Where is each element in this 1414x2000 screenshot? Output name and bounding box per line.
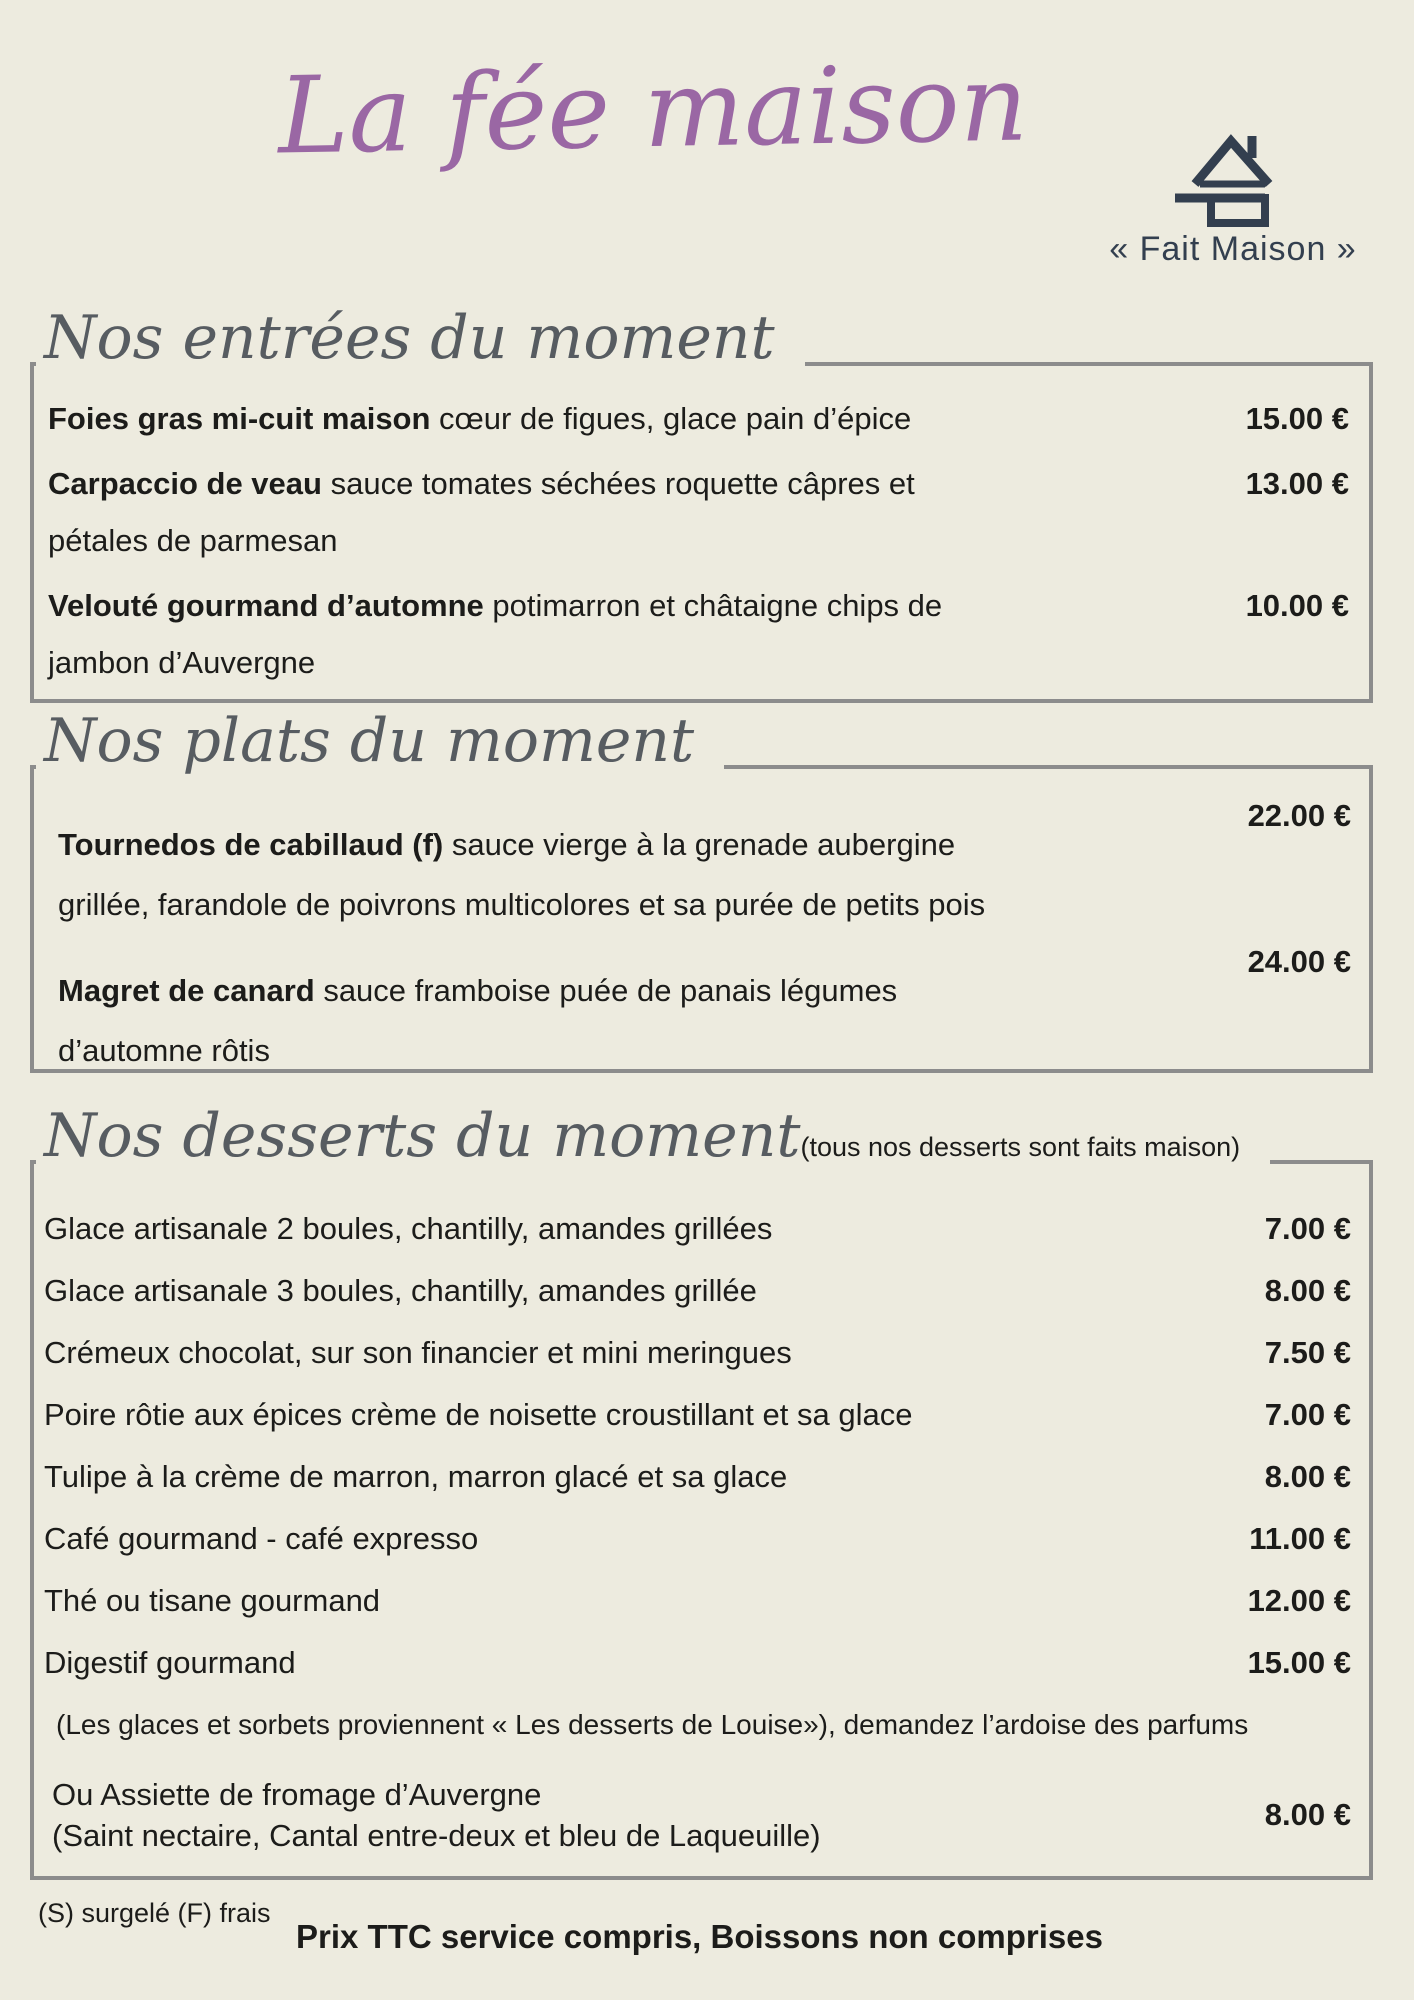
item-desc: Glace artisanale 2 boules, chantilly, amandes grillées (44, 1211, 773, 1246)
item-desc: sauce tomates séchées roquette câpres et (321, 466, 915, 501)
item-price: 7.00 € (1264, 1211, 1351, 1246)
item-name: Foies gras mi-cuit maison (48, 401, 431, 436)
item-name: Magret de canard (58, 973, 315, 1008)
item-desc: Digestif gourmand (44, 1645, 296, 1680)
item-price: 8.00 € (1264, 1459, 1351, 1494)
item-desc: Ou Assiette de fromage d’Auvergne (52, 1777, 542, 1812)
fait-maison-logo (1078, 128, 1388, 269)
footer-legend: (S) surgelé (F) frais (38, 1898, 271, 1928)
item-price: 15.00 € (1245, 401, 1349, 436)
menu-item (44, 1384, 1351, 1446)
item-desc: Tulipe à la crème de marron, marron glacé et sa glace (44, 1459, 788, 1494)
section-desserts-heading: Nos desserts du moment(tous nos desserts sont faits maison) (36, 1100, 1270, 1179)
item-name: Tournedos de cabillaud (f) (58, 827, 444, 862)
menu-item (44, 1570, 1351, 1632)
item-desc: Thé ou tisane gourmand (44, 1583, 381, 1618)
section-entrees (30, 303, 1373, 703)
desserts-footnote: (Les glaces et sorbets proviennent « Les desserts de Louise»), demandez l’ardoise des parfums (56, 1709, 1249, 1740)
item-price: 8.00 € (1264, 1273, 1351, 1308)
menu-item-cheese (44, 1774, 1351, 1856)
footer-notice: Prix TTC service compris, Boissons non comprises (296, 1918, 1103, 1955)
item-desc: cœur de figues, glace pain d’épice (430, 401, 912, 436)
item-desc: Café gourmand - café expresso (44, 1521, 479, 1556)
fait-maison-label: « Fait Maison » (1109, 230, 1357, 268)
menu-item (44, 1508, 1351, 1570)
section-plats-heading: Nos plats du moment (36, 705, 724, 784)
item-name: Velouté gourmand d’automne (48, 588, 484, 623)
item-price: 15.00 € (1247, 1645, 1351, 1680)
section-desserts (30, 1101, 1373, 1880)
menu-item (44, 1446, 1351, 1508)
menu-item (48, 455, 1349, 569)
item-name: Carpaccio de veau (48, 466, 322, 501)
item-desc: potimarron et châtaigne chips de (483, 588, 943, 623)
item-desc: sauce vierge à la grenade aubergine (443, 827, 956, 862)
item-desc-line2: grillée, farandole de poivrons multicolores et sa purée de petits pois (58, 887, 986, 922)
item-desc-line2: d’automne rôtis (58, 1033, 270, 1068)
item-desc-line2: pétales de parmesan (48, 523, 338, 558)
menu-item (48, 390, 1349, 447)
menu-item (44, 1198, 1351, 1260)
item-price: 12.00 € (1247, 1583, 1351, 1618)
item-price: 7.50 € (1264, 1335, 1351, 1370)
item-desc: Crémeux chocolat, sur son financier et mini meringues (44, 1335, 792, 1370)
menu-item (58, 798, 1351, 935)
item-desc-line2: jambon d’Auvergne (48, 645, 316, 680)
item-price: 24.00 € (1247, 944, 1351, 979)
menu-item (44, 1322, 1351, 1384)
restaurant-title: La fée maison (276, 41, 1029, 178)
menu-item (44, 1260, 1351, 1322)
menu-item (48, 577, 1349, 691)
section-plats (30, 706, 1373, 1073)
fait-maison-house-icon (1078, 128, 1388, 228)
item-price: 7.00 € (1264, 1397, 1351, 1432)
item-desc: Glace artisanale 3 boules, chantilly, amandes grillée (44, 1273, 757, 1308)
item-price: 11.00 € (1249, 1521, 1351, 1556)
item-price: 13.00 € (1245, 466, 1349, 501)
menu-item (44, 1632, 1351, 1694)
item-desc: sauce framboise puée de panais légumes (314, 973, 898, 1008)
item-desc-line2: (Saint nectaire, Cantal entre-deux et bleu de Laqueuille) (52, 1818, 821, 1853)
item-price: 22.00 € (1247, 798, 1351, 833)
menu-item (58, 944, 1351, 1081)
item-price: 10.00 € (1245, 588, 1349, 623)
desserts-heading-note: (tous nos desserts sont faits maison) (800, 1132, 1241, 1162)
item-price: 8.00 € (1264, 1797, 1351, 1832)
section-entrees-heading: Nos entrées du moment (36, 302, 805, 381)
item-desc: Poire rôtie aux épices crème de noisette croustillant et sa glace (44, 1397, 913, 1432)
